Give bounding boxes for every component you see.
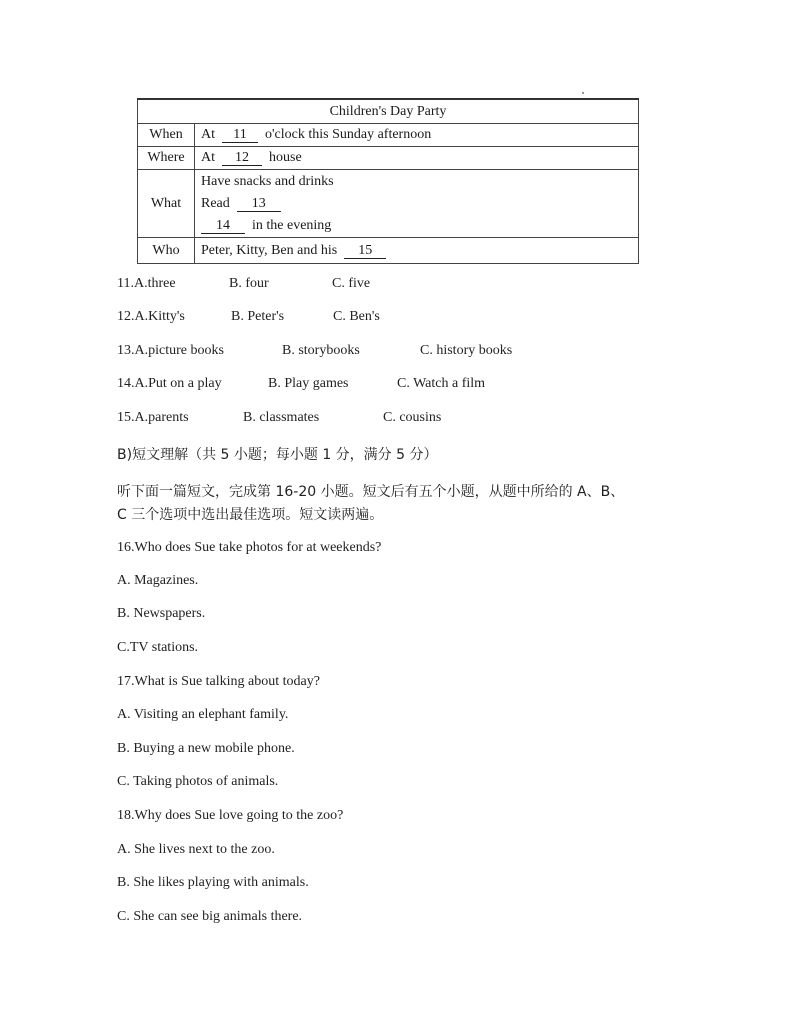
option-a: 13.A.picture books (117, 343, 224, 358)
option-a: 12.A.Kitty's (117, 309, 185, 324)
question-stem: 16.Who does Sue take photos for at weekends? (117, 540, 382, 555)
section-b-instruction-1: 听下面一篇短文，完成第 16-20 小题。短文后有五个小题，从题中所给的 A、B、 (117, 484, 625, 500)
option-c: C. history books (420, 343, 513, 358)
where-post: house (269, 150, 302, 165)
option-b: B. storybooks (282, 343, 360, 358)
what-read-label: Read (201, 195, 230, 211)
option-a: 14.A.Put on a play (117, 376, 222, 391)
table-title: Children's Day Party (138, 99, 639, 124)
what-line-1: Have snacks and drinks (201, 173, 334, 189)
option-c: C. Taking photos of animals. (117, 774, 279, 789)
option-b: B. Peter's (231, 309, 285, 324)
blank-14: 14 (201, 218, 245, 234)
row-content-when (195, 124, 639, 147)
row-label-what: What (138, 170, 195, 238)
option-a: A. Visiting an elephant family. (117, 707, 289, 722)
section-b-instruction-2: C 三个选项中选出最佳选项。短文读两遍。 (117, 507, 384, 523)
what-line-3 (201, 215, 632, 237)
row-content-who (195, 238, 639, 264)
option-c: C.TV stations. (117, 640, 199, 655)
option-c: C. five (332, 276, 371, 291)
option-c: C. cousins (383, 410, 442, 425)
option-c: C. Ben's (333, 309, 380, 324)
option-b: B. Buying a new mobile phone. (117, 741, 295, 756)
row-content-what (195, 170, 639, 238)
party-table (137, 98, 639, 264)
option-a: 15.A.parents (117, 410, 189, 425)
option-b: B. She likes playing with animals. (117, 875, 309, 890)
option-b: B. classmates (243, 410, 320, 425)
where-pre: At (201, 150, 215, 165)
option-a: A. Magazines. (117, 573, 199, 588)
question-stem: 17.What is Sue talking about today? (117, 674, 320, 689)
what-evening: in the evening (252, 217, 332, 233)
row-label-when: When (138, 124, 195, 147)
when-post: o'clock this Sunday afternoon (265, 127, 432, 142)
option-c: C. Watch a film (397, 376, 486, 391)
blank-11: 11 (222, 127, 258, 143)
blank-13: 13 (237, 196, 281, 212)
scan-speck (582, 92, 584, 94)
who-pre: Peter, Kitty, Ben and his (201, 242, 338, 258)
row-label-where: Where (138, 147, 195, 170)
option-b: B. Play games (268, 376, 349, 391)
section-b-heading: B)短文理解（共 5 小题；每小题 1 分，满分 5 分） (117, 447, 438, 463)
option-a: A. She lives next to the zoo. (117, 842, 275, 857)
question-stem: 18.Why does Sue love going to the zoo? (117, 808, 344, 823)
what-line-2 (201, 193, 632, 215)
option-a: 11.A.three (117, 276, 176, 291)
option-b: B. Newspapers. (117, 606, 206, 621)
row-content-where (195, 147, 639, 170)
blank-15: 15 (344, 243, 386, 259)
blank-12: 12 (222, 150, 262, 166)
option-c: C. She can see big animals there. (117, 909, 303, 924)
row-label-who: Who (138, 238, 195, 264)
when-pre: At (201, 127, 215, 142)
option-b: B. four (229, 276, 269, 291)
